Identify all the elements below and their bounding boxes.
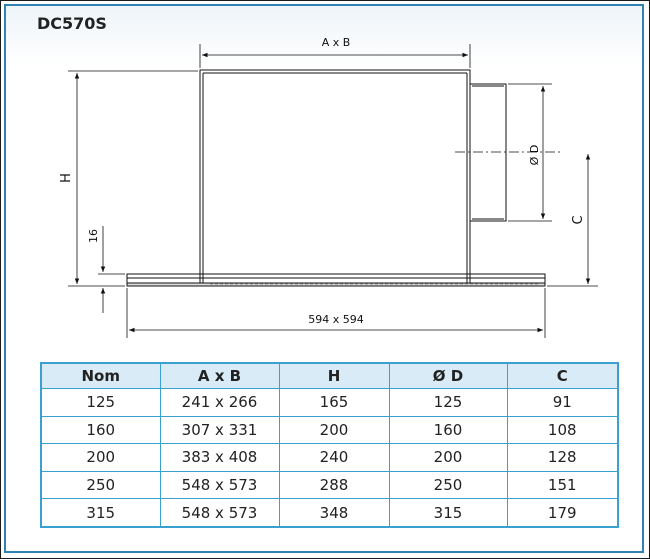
cell-h: 348: [279, 499, 389, 527]
cell-c: 128: [507, 444, 618, 472]
table-row: [41, 444, 618, 472]
cell-c: 179: [507, 499, 618, 527]
label-h: H: [59, 173, 74, 183]
cell-od: 315: [389, 499, 507, 527]
cell-nom: 125: [41, 389, 160, 417]
cell-h: 240: [279, 444, 389, 472]
cell-axb: 307 x 331: [160, 416, 279, 444]
cell-h: 165: [279, 389, 389, 417]
cell-nom: 160: [41, 416, 160, 444]
cell-axb: 241 x 266: [160, 389, 279, 417]
dimension-16: [98, 226, 125, 313]
label-c: C: [571, 215, 586, 225]
dimensions-table: [40, 362, 619, 528]
table-row: [41, 499, 618, 527]
header-axb: A x B: [160, 363, 279, 389]
header-h: H: [279, 363, 389, 389]
label-594: 594 x 594: [308, 313, 364, 326]
cell-nom: 200: [41, 444, 160, 472]
cell-axb: 548 x 573: [160, 499, 279, 527]
cell-c: 91: [507, 389, 618, 417]
product-title: DC570S: [37, 14, 107, 33]
dimension-h: [68, 71, 198, 286]
table-row: [41, 389, 618, 417]
spigot: [470, 84, 506, 221]
cell-axb: 383 x 408: [160, 444, 279, 472]
cell-od: 125: [389, 389, 507, 417]
cell-nom: 315: [41, 499, 160, 527]
cell-c: 108: [507, 416, 618, 444]
table-header-row: [41, 363, 618, 389]
cell-c: 151: [507, 471, 618, 499]
table-row: [41, 416, 618, 444]
header-nom: Nom: [41, 363, 160, 389]
cell-h: 200: [279, 416, 389, 444]
label-axb: A x B: [321, 36, 351, 49]
cell-od: 200: [389, 444, 507, 472]
cell-h: 288: [279, 471, 389, 499]
cell-od: 160: [389, 416, 507, 444]
cell-nom: 250: [41, 471, 160, 499]
cell-axb: 548 x 573: [160, 471, 279, 499]
plenum-box: [200, 70, 470, 283]
table-row: [41, 471, 618, 499]
cell-od: 250: [389, 471, 507, 499]
label-16: 16: [87, 229, 100, 243]
header-c: C: [507, 363, 618, 389]
label-od: Ø D: [528, 144, 541, 166]
header-od: Ø D: [389, 363, 507, 389]
